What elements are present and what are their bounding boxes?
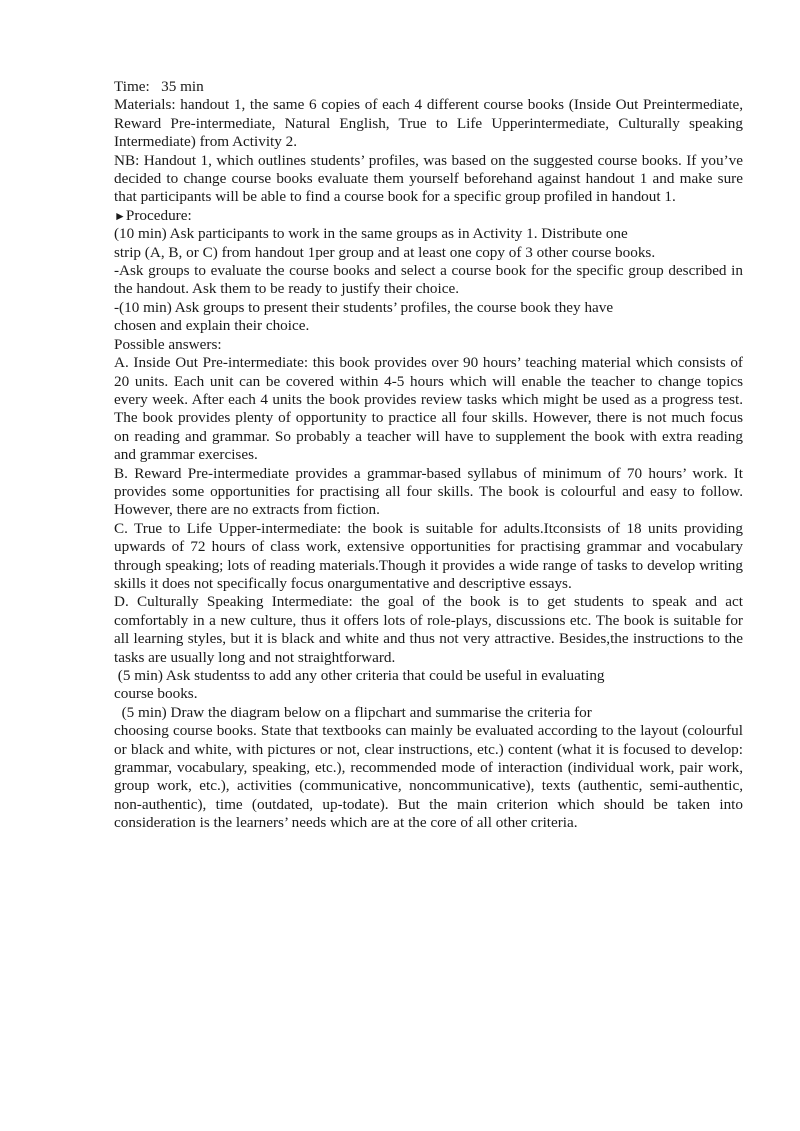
step2-paragraph: -Ask groups to evaluate the course books and select a course book for the specific group described in the handout. Ask them to be ready to justify their choice. (114, 262, 743, 298)
step3-line2: chosen and explain their choice. (114, 317, 310, 335)
materials-paragraph: Materials: handout 1, the same 6 copies of each 4 different course books (Inside Out Preintermediate, Reward Pre-intermediate, Natural English, True to Life Upperintermediate, Culturally speaking Intermediate) from Activity 2. (114, 96, 743, 151)
document-page (114, 78, 743, 833)
nb-paragraph: NB: Handout 1, which outlines students’ profiles, was based on the suggested course books. If you’ve decided to change course books evaluate them yourself beforehand against handout 1 and make sure that participants will be able to find a course book for a specific group profiled in handout 1. (114, 151, 743, 206)
triangle-bullet-icon: ► (114, 208, 126, 223)
answer-c-paragraph: C. True to Life Upper-intermediate: the book is suitable for adults.Itconsists of 18 units providing upwards of 72 hours of class work, extensive opportunities for practising grammar and vocabulary through speaking; lots of reading materials.Though it provides a wide range of tasks to develop writing skills it does not specifically focus onargumentative and descriptive essays. (114, 519, 743, 592)
answer-d-paragraph: D. Culturally Speaking Intermediate: the goal of the book is to get students to speak and act comfortably in a new culture, thus it offers lots of role-plays, discussions etc. The book is suitable for all learning styles, but it is black and white and thus not very attractive. Besides,the instructions to the tasks are usually long and not straightforward. (114, 593, 743, 666)
possible-answers-heading: Possible answers: (114, 335, 222, 353)
step1-line1: (10 min) Ask participants to work in the same groups as in Activity 1. Distribute one (114, 225, 628, 243)
answer-b-paragraph: B. Reward Pre-intermediate provides a grammar-based syllabus of minimum of 70 hours’ work. It provides some opportunities for practising all four skills. The book is colourful and easy to follow. However, there are no extracts from fiction. (114, 464, 743, 519)
procedure-heading (114, 207, 743, 225)
step5-line1: (5 min) Draw the diagram below on a flipchart and summarise the criteria for (114, 703, 592, 721)
step1-line2: strip (A, B, or C) from handout 1per group and at least one copy of 3 other course books. (114, 243, 656, 261)
answer-a-paragraph: A. Inside Out Pre-intermediate: this book provides over 90 hours’ teaching material which consists of 20 units. Each unit can be covered within 4-5 hours which will enable the teacher to change topics every week. After each 4 units the book provides review tasks which might be used as a progress test. The book provides plenty of opportunity to practice all four skills. However, there is not much focus on reading and grammar. So probably a teacher will have to supplement the book with extra reading and grammar exercises. (114, 354, 743, 464)
step4-line2: course books. (114, 685, 198, 703)
step5-paragraph: choosing course books. State that textbooks can mainly be evaluated according to the layout (colourful or black and white, with pictures or not, clear instructions, etc.) content (what it is focused to develop: grammar, vocabulary, speaking, etc.), recommended mode of interaction (individual work, pair work, group work, etc.), activities (communicative, noncommunicative), texts (authentic, semi-authentic, non-authentic), time (outdated, up-todate). But the main criterion which should be taken into consideration is the learners’ needs which are at the core of all other criteria. (114, 722, 743, 832)
step4-line1: (5 min) Ask studentss to add any other criteria that could be useful in evaluating (114, 667, 605, 684)
step3-line1: -(10 min) Ask groups to present their students’ profiles, the course book they have (114, 298, 614, 316)
time-line: Time: 35 min (114, 78, 204, 95)
procedure-label: Procedure: (125, 206, 192, 224)
